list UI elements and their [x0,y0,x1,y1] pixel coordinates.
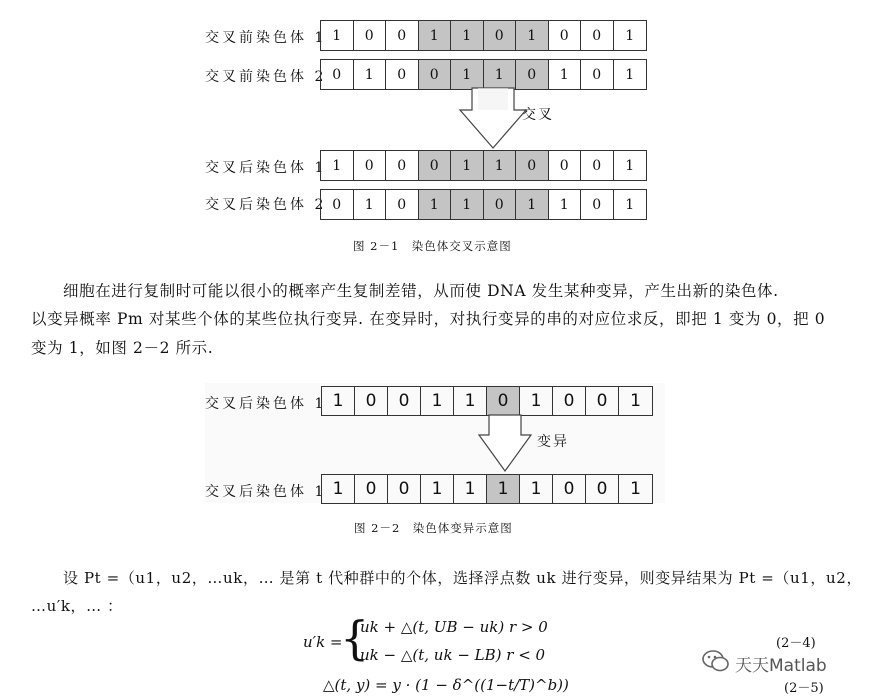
gene-cell: 0 [516,60,549,89]
gene-cell: 1 [419,21,452,50]
fig1-caption: 图 2－1 染色体交叉示意图 [353,239,512,253]
text2-line-1: 设 Pt =（u1，u2，…uk，… 是第 t 代种群中的个体，选择浮点数 uk 进行变异，则变异结果为 Pt =（u1，u2， [63,569,863,587]
down-arrow-icon [458,86,528,150]
gene-cell: 1 [354,190,387,219]
gene-cell: 0 [586,387,619,415]
gene-cell: 1 [451,60,484,89]
gene-cell: 1 [516,190,549,219]
fig1-row1-cells [320,20,647,51]
gene-cell: 1 [322,475,355,503]
gene-cell: 1 [520,475,553,503]
gene-cell: 0 [553,387,586,415]
gene-cell: 1 [451,151,484,180]
gene-cell: 1 [454,475,487,503]
gene-cell: 0 [419,151,452,180]
equation-case-1: uk + △(t, UB − uk) r > 0 [360,618,548,636]
fig2-row2-cells [321,474,653,504]
down-arrow-icon [477,413,533,473]
gene-cell: 0 [388,387,421,415]
gene-cell: 0 [553,475,586,503]
paragraph-line-1: 细胞在进行复制时可能以很小的概率产生复制差错，从而使 DNA 发生某种变异，产生出新的染色体. [63,282,779,300]
gene-cell: 1 [451,21,484,50]
gene-cell: 1 [487,475,520,503]
equation-number-2-5: (2－5) [784,681,824,696]
gene-cell: 1 [321,21,354,50]
gene-cell: 1 [625,27,635,44]
gene-cell: 1 [454,387,487,415]
fig2-row1-cells [321,386,653,416]
gene-cell: 0 [355,475,388,503]
gene-cell: 0 [581,60,614,89]
gene-cell: 1 [549,190,582,219]
gene-cell: 0 [321,60,354,89]
fig1-row3-cells [320,150,647,181]
gene-cell: 0 [386,60,419,89]
gene-cell: 0 [549,151,582,180]
fig1-row4-label: 交叉后染色体 2 [205,197,327,213]
gene-cell: 1 [484,60,517,89]
gene-cell: 1 [625,66,635,83]
equation-number-2-4: (2－4) [776,636,816,651]
gene-cell: 0 [581,190,614,219]
gene-cell: 0 [516,151,549,180]
mutation-arrow-label: 变异 [537,434,569,450]
gene-cell: 0 [487,387,520,415]
gene-cell: 0 [581,151,614,180]
gene-cell: 0 [355,387,388,415]
equation-case-2: uk − △(t, uk − LB) r < 0 [360,646,546,664]
gene-cell: 0 [484,190,517,219]
gene-cell: 0 [581,21,614,50]
crossover-arrow-label: 交叉 [522,107,554,123]
gene-cell: 1 [421,475,454,503]
paragraph-line-2-text: 以变异概率 Pm 对某些个体的某些位执行变异. 在变异时，对执行变异的串的对应位求反，即把 1 变为 0，把 0 [31,310,826,328]
gene-cell: 1 [520,387,553,415]
gene-cell: 1 [354,60,387,89]
gene-cell: 1 [625,157,635,174]
gene-cell: 1 [484,151,517,180]
gene-cell: 0 [388,475,421,503]
gene-cell: 0 [386,190,419,219]
gene-cell: 0 [484,21,517,50]
fig2-caption: 图 2－2 染色体变异示意图 [354,521,513,535]
paragraph-line-3: 变为 1，如图 2－2 所示. [31,339,214,357]
fig1-row1-label: 交叉前染色体 1 [205,30,327,46]
gene-cell: 1 [630,391,641,411]
watermark-text: 天天Matlab [735,656,827,676]
fig1-row3-label: 交叉后染色体 1 [205,160,327,176]
fig1-row2-label: 交叉前染色体 2 [205,69,327,85]
gene-cell: 0 [354,21,387,50]
gene-cell: 1 [451,190,484,219]
gene-cell: 0 [386,21,419,50]
fig2-row2-label: 交叉后染色体 1 [205,484,327,500]
equation-brace: { [340,611,370,665]
gene-cell: 1 [516,21,549,50]
fig1-row4-cells [320,189,647,220]
paragraph-line-2 [31,307,825,329]
text2-line-2: …u′k，… ： [31,597,123,615]
gene-cell: 0 [586,475,619,503]
equation-delta: △(t, y) = y · (1 − δ^((1−t/T)^b)) [323,676,569,694]
wechat-logo-icon [701,648,731,674]
gene-cell: 0 [419,60,452,89]
gene-cell: 1 [549,60,582,89]
gene-cell: 0 [321,190,354,219]
gene-cell: 1 [419,190,452,219]
gene-cell: 0 [354,151,387,180]
gene-cell: 1 [322,387,355,415]
gene-cell: 0 [549,21,582,50]
fig2-row1-label: 交叉后染色体 1 [205,396,327,412]
equation-lhs: u′k = [303,633,343,651]
gene-cell: 1 [421,387,454,415]
gene-cell: 1 [625,196,635,213]
gene-cell: 1 [321,151,354,180]
gene-cell: 1 [630,479,641,499]
gene-cell: 0 [386,151,419,180]
